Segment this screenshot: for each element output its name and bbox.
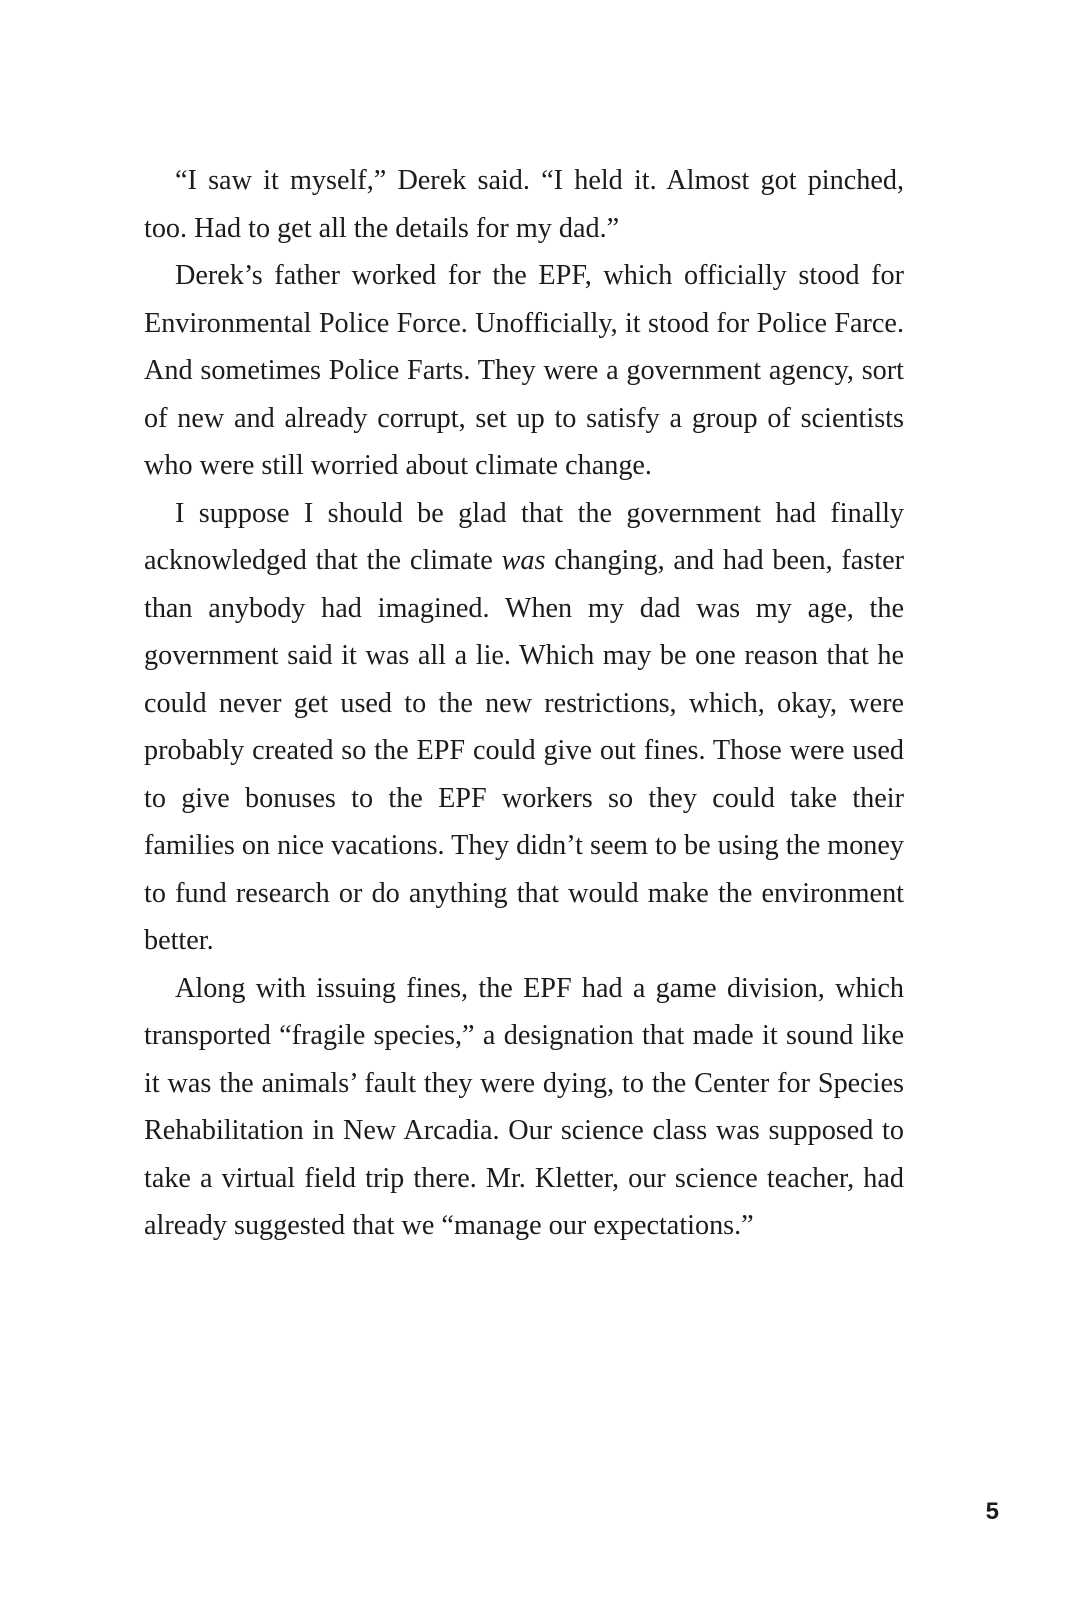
italic-word: was	[501, 545, 546, 576]
paragraph-4: Along with issuing fines, the EPF had a game division, which transported “fragile species,” a designation that made it sound like it was the animals’ fault they were dying, to the Center for Species Rehabilitation in New Arcadia. Our science class was supposed to take a virtual field trip there. Mr. Kletter, our science teacher, had already suggested that we “manage our expectations.”	[144, 972, 904, 1241]
body-text	[144, 157, 904, 1250]
page-number: 5	[985, 1498, 999, 1525]
paragraph-3-part-1: I suppose I should be glad that the government had finally acknowledged that the climate	[144, 497, 904, 576]
paragraph-3	[144, 490, 904, 965]
paragraph-1: “I saw it myself,” Derek said. “I held it. Almost got pinched, too. Had to get all the details for my dad.”	[144, 165, 904, 244]
paragraph-2: Derek’s father worked for the EPF, which officially stood for Environmental Police Force. Unofficially, it stood for Police Farce. And sometimes Police Farts. They were a government agency, sort of new and already corrupt, set up to satisfy a group of scientists who were still worried about climate change.	[144, 260, 904, 481]
paragraph-3-part-2: changing, and had been, faster than anybody had imagined. When my dad was my age, the government said it was all a lie. Which may be one reason that he could never get used to the new restrictions, which, okay, were probably created so the EPF could give out fines. Those were used to give bonuses to the EPF workers so they could take their families on nice vacations. They didn’t seem to be using the money to fund research or do anything that would make the environment better.	[144, 545, 905, 956]
